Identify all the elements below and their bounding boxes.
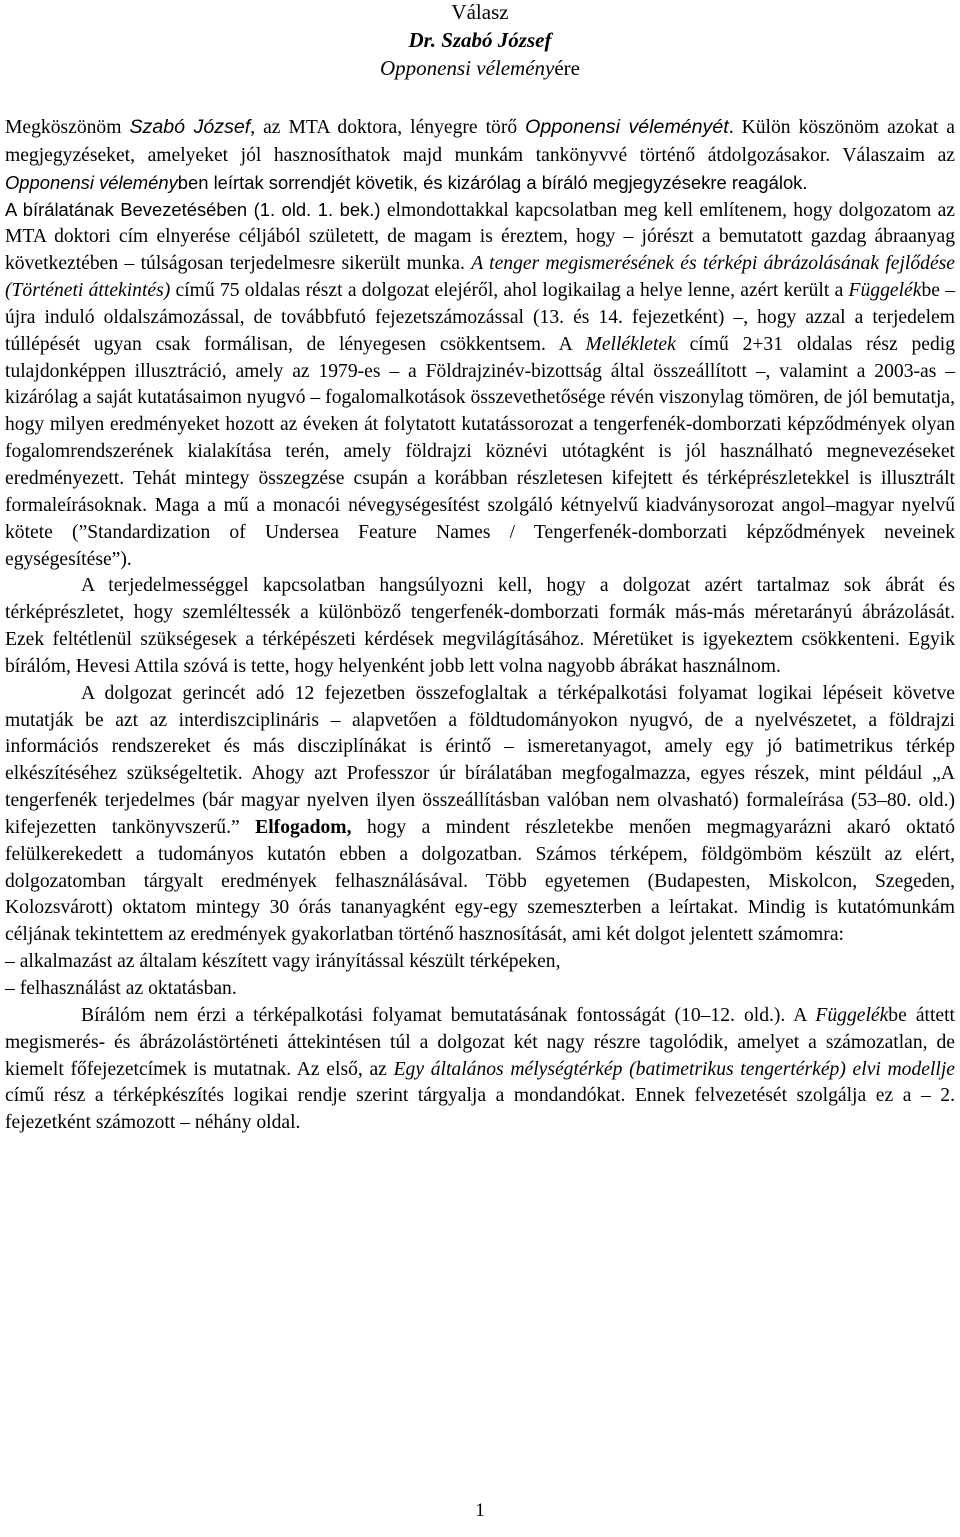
header-subtitle-italic: Opponensi vélemény	[380, 56, 555, 80]
p2-sans-lead: A bírálatának Bevezetésében (1. old. 1. bek.)	[5, 198, 381, 220]
header-subtitle-suffix: ére	[554, 56, 580, 80]
p4-text-2: hogy a mindent részletekbe menően megmagyarázni akaró oktató felülkerekedett a tudományos kutatón ebben a dolgozatban. Számos térképem, földgömböm készült az elért, dolgozatomban tárgyalt eredmények felhasználásával. Több egyetemen (Budapesten, Miskolcon, Szegeden, Kolozsvárott) oktatom mintegy 30 órás tananyagként egy-egy szemeszterben a leírtakat. Mindig is kutatómunkám céljának tekintettem az eredmények gyakorlatban történő hasznosítását, ami két dolgot jelentett számomra:	[5, 816, 955, 946]
paragraph-size: A terjedelmességgel kapcsolatban hangsúlyozni kell, hogy a dolgozat azért tartalmaz sok ábrát és térképrészletet, hogy szemléltessék a különböző tengerfenék-domborzati formák más-más méretarányú ábrázolását. Ezek feltétlenül szükségesek a térképészeti kérdések megvilágításához. Méretüket is igyekeztem csökkenteni. Egyik bírálóm, Hevesi Attila szóvá is tette, hogy helyenként jobb lett volna nagyobb ábrákat használnom.	[5, 575, 955, 677]
intro-opinion: Opponensi véleményét	[525, 116, 729, 138]
p2-text-3: be – újra induló oldalszámozással, de továbbfutó fejezetszámozással (13. és 14. fejezetként) –, hogy azzal a terjedelem túllépését ugyan csak formálisan, de lényegesen csökkentsem. A	[5, 280, 955, 355]
p5-text-2: be áttett megismerés- és ábrázolástörténeti áttekintésen túl a dolgozat két nagy részre tagolódik, amelyet a számozatlan, de kiemelt főfejezetcímek is mutatnak. Az első, az	[5, 1004, 955, 1080]
page-number: 1	[475, 1500, 485, 1521]
p2-appendix: Függelék	[848, 280, 922, 302]
paragraph-mapping-process	[5, 1003, 955, 1137]
document-header	[0, 0, 960, 82]
p2-text-2: című 75 oldalas részt a dolgozat elejéről, ahol logikailag a helye lenne, azért került a	[170, 280, 849, 302]
document-body	[5, 114, 955, 1137]
p5-text-3: című rész a térképkészítés logikai rendje szerint tárgyalja a mondandókat. Ennek felvezetését szolgálja ez a – 2. fejezetként számozott – néhány oldal.	[5, 1085, 955, 1134]
intro-name: Szabó József	[129, 116, 251, 138]
p5-text-1: Bírálóm nem érzi a térképalkotási folyamat bemutatásának fontosságát (10–12. old.). A	[81, 1004, 816, 1026]
p5-appendix: Függelék	[815, 1004, 889, 1026]
list-item: – alkalmazást az általam készített vagy irányítással készült térképeken,	[5, 951, 561, 973]
p4-text-1: A dolgozat gerincét adó 12 fejezetben összefoglaltak a térképalkotási folyamat logikai lépéseit követve mutatják be azt az interdiszciplináris – alapvetően a földtudományokon nyugvó, de a nyelvészetet, a földrajzi információs rendszereket és más discziplínákat is érintő – ismeretanyagot, amely egy jó batimetrikus térkép elkészítéséhez szükségeltetik. Ahogy azt Professzor úr bírálatában megfogalmazza, egyes részek, mint például „A tengerfenék terjedelmes (bár magyar nyelven ilyen összeállításban valóban nem olvasható) formaleírása (53–80. old.) kifejezetten tankönyvszerű.”	[5, 682, 955, 838]
paragraph-backbone	[5, 681, 955, 949]
header-subtitle	[0, 54, 960, 82]
intro-opinion-2: Opponensi vélemény	[5, 171, 178, 193]
p2-text-4: című 2+31 oldalas rész pedig tulajdonképpen illusztráció, amely az 1979-es – a Földrajzinév-bizottság által összeállított –, valamint a 2003-as – kizárólag a saját kutatásaimon nyugvó – fogalomalkotások összevethetősége révén viszonylag tömören, de jól bemutatja, hogy milyen eredményeket hozott az éveken át folytatott kutatássorozat a tengerfenék-domborzati képződmények olyan fogalomrendszerének kialakítása terén, amely földrajzi köznévi utótagként is jól használható megnevezéseket eredményezett. Tehát mintegy összegzése csupán a korábban részletesen kifejtett és térképrészletekkel is illusztrált formaleírásoknak. Maga a mű a monacói névegységesítést szolgáló kétnyelvű kiadványsorozat angol–magyar nyelvű kötete (”Standardization of Undersea Feature Names / Tengerfenék-domborzati képződmények neveinek egységesítése”).	[5, 333, 955, 570]
header-title: Válasz	[451, 0, 509, 24]
intro-text-1: , az MTA doktora, lényegre törő	[250, 117, 526, 138]
p2-text-1: elmondottakkal kapcsolatban meg kell említenem, hogy dolgozatom az MTA doktori cím elnyerése céljából született, de magam is éreztem, hogy – jórészt a bemutatott gazdag ábraanyag következtében – túlságosan terjedelmesre sikerült munka.	[5, 199, 955, 275]
list-item: – felhasználást az oktatásban.	[5, 978, 237, 999]
p4-accept: Elfogadom,	[255, 816, 352, 838]
intro-text-3: ben leírtak sorrendjét követik, és kizárólag a bíráló megjegyzésekre reagálok.	[177, 171, 808, 193]
p5-title: Egy általános mélységtérkép (batimetrikus tengertérkép) elvi modellje	[393, 1058, 955, 1080]
p2-annexes: Mellékletek	[585, 333, 676, 355]
intro-text-2: . Külön köszönöm azokat a megjegyzéseket, amelyeket jól hasznosíthatok majd munkám tankönyvvé történő átdolgozásakor. Válaszaim az	[5, 117, 955, 166]
header-author: Dr. Szabó József	[408, 28, 552, 52]
paragraph-intro	[5, 114, 955, 197]
intro-lead: Megköszönöm	[5, 117, 130, 138]
p2-title: A tenger megismerésének és térképi ábrázolásának fejlődése (Történeti áttekintés)	[5, 253, 955, 302]
paragraph-introduction-response	[5, 197, 955, 574]
